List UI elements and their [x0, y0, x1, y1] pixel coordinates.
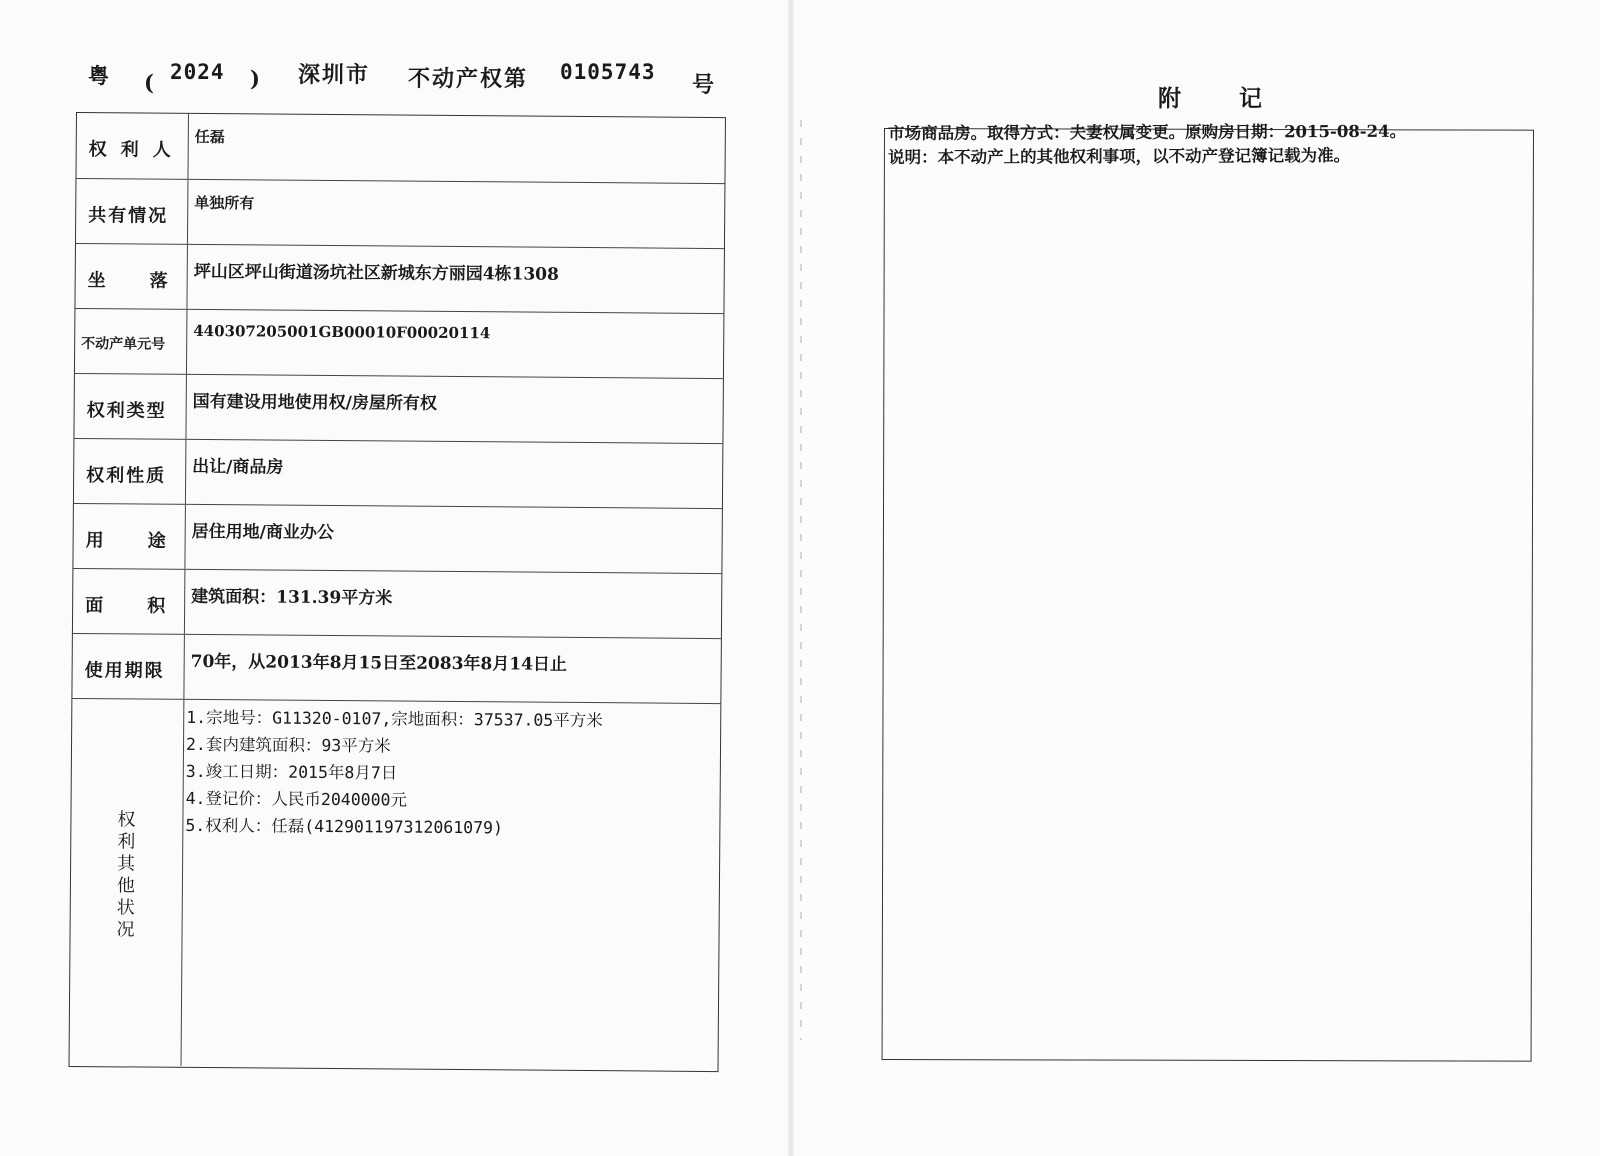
- row-label: 权利人: [76, 113, 189, 179]
- row-value: 70年，从2013年8月15日至2083年8月14日止: [190, 651, 568, 675]
- header-paren-left: (: [144, 70, 154, 95]
- header-cert-number: 0105743: [560, 60, 656, 84]
- row-label: 用途: [73, 504, 185, 569]
- row-label: 不动产单元号: [75, 309, 187, 374]
- row-unit-number: [75, 309, 723, 379]
- row-value: 出让/商品房: [192, 456, 284, 478]
- list-item: 2.套内建筑面积：93平方米: [185, 734, 391, 756]
- header-year: 2024: [170, 60, 225, 84]
- list-item: 5.权利人：任磊(412901197312061079): [185, 815, 504, 838]
- row-label: 权利类型: [74, 374, 186, 439]
- row-label: 坐落: [75, 244, 187, 309]
- annex-text: [888, 120, 1406, 170]
- header-city: 深圳市: [298, 62, 371, 88]
- row-value: 440307205001GB00010F00020114: [193, 321, 491, 343]
- row-location: [75, 244, 723, 314]
- header-province: 粤: [88, 63, 109, 88]
- list-item: 1.宗地号：G11320-0107,宗地面积：37537.05平方米: [186, 707, 603, 731]
- other-status-list: [185, 704, 603, 842]
- row-term: [72, 634, 720, 704]
- binding-perforation: [800, 120, 802, 1040]
- row-value: 坪山区坪山街道汤坑社区新城东方丽园4栋1308: [193, 261, 559, 285]
- annex-title: 附记: [1158, 85, 1320, 112]
- row-co-ownership: [76, 179, 724, 249]
- list-item: 4.登记价：人民币2040000元: [185, 788, 408, 810]
- row-value: 任磊: [194, 127, 225, 147]
- list-item: 3.竣工日期：2015年8月7日: [185, 761, 398, 783]
- row-label: 面积: [73, 569, 185, 634]
- other-status-label: 权利其他状况: [70, 699, 185, 1066]
- certificate-header: [88, 52, 738, 102]
- header-suffix: 号: [692, 72, 715, 98]
- page-fold: [788, 0, 794, 1156]
- registration-table: [68, 112, 725, 1072]
- row-value: 居住用地/商业办公: [191, 521, 334, 544]
- row-right-type: [74, 374, 722, 444]
- annex-line: 市场商品房。取得方式：夫妻权属变更。原购房日期：2015-08-24。: [888, 121, 1407, 143]
- row-value: 单独所有: [194, 193, 255, 213]
- row-value: 国有建设用地使用权/房屋所有权: [192, 391, 438, 414]
- row-other-status: [70, 699, 721, 1070]
- row-label: 共有情况: [76, 179, 188, 244]
- row-value: 建筑面积：131.39平方米: [191, 586, 393, 609]
- row-right-holder: [76, 113, 724, 184]
- row-usage: [73, 504, 721, 574]
- header-right-word: 不动产权第: [408, 66, 529, 92]
- row-label: 使用期限: [72, 634, 184, 699]
- annex-line: 说明：本不动产上的其他权利事项，以不动产登记簿记载为准。: [888, 145, 1351, 167]
- row-area: [73, 569, 721, 639]
- row-label: 权利性质: [74, 439, 186, 504]
- header-paren-right: ): [250, 66, 260, 91]
- annex-box: [882, 128, 1534, 1062]
- row-right-nature: [74, 439, 722, 509]
